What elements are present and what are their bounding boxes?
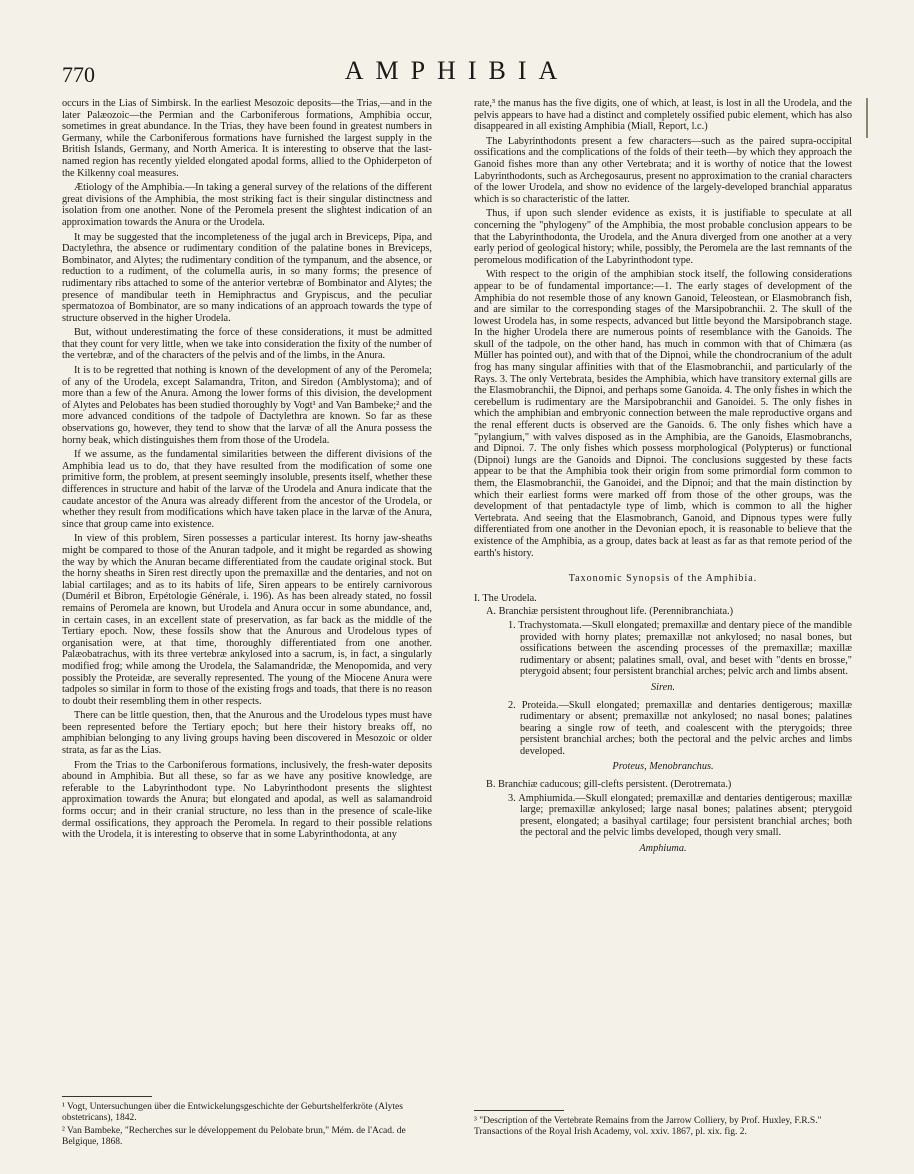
paragraph: Thus, if upon such slender evidence as exists, it is justifiable to speculate at all concerning the "phylogeny" of the Amphibia, the most probable conclusion appears to be that the Labyrinthodonta, the Urodela, and the Anura diverged from one another at a very early period of geological history; while, possibly, the Peromela are the last remnants of the peromelous modification of the Labyrinthodont type. xyxy=(474,208,852,266)
paragraph: It may be suggested that the incompleteness of the jugal arch in Breviceps, Pipa, and Dactylethra, the absence or rudimentary condition of the palatine bones in Breviceps, Bombinator, and Alytes; the rudimentary condition of the tympanum, and the absence, or reduction to a rudiment, of the columella auris, in so many forms; the presence of rudimentary ribs attached to some of the anterior vertebræ of Bombinator and Alytes; the presence of mandibular teeth in Hemiphractus and Grypiscus, and the peculiar spermatozoa of Bombinator, are so many indications of an approach towards the type of structure observed in the higher Urodela. xyxy=(62,231,432,324)
synopsis-title: Taxonomic Synopsis of the Amphibia. xyxy=(568,573,758,585)
paragraph: But, without underestimating the force of these considerations, it must be admitted that they count for very little, when we take into consideration the fixity of the number of the vertebræ, and of the characters of the pelvis and of the limbs, in the Anura. xyxy=(62,327,432,362)
page-number: 770 xyxy=(62,62,95,87)
synopsis-genus: Amphiuma. xyxy=(639,843,687,855)
synopsis-order: I. The Urodela. xyxy=(474,592,537,604)
synopsis-section-a: A. Branchiæ persistent throughout life. (Perennibranchiata.) xyxy=(486,606,734,618)
paragraph: The Labyrinthodonts present a few characters—such as the paired supra-occipital ossifications and the complications of the folds of their teeth—by which they approach the Ganoid fishes more than any other Vertebrata; and it is worthy of notice that the lowest Labyrinthodonts, such as Archegosaurus, present no approximation to the cranial characters of the lower Urodela, and show no evidence of the largely-developed branchial apparatus which is so characteristic of the latter. xyxy=(474,135,853,205)
synopsis-genus: Siren. xyxy=(651,681,675,693)
footnote: ¹ Vogt, Untersuchungen über die Entwickelungsgeschichte der Geburtshelferkröte (Alytes obstetricans), 1842. xyxy=(62,1102,403,1123)
footnote: ³ "Description of the Vertebrate Remains from the Jarrow Colliery, by Prof. Huxley, F.R.S." Transactions of the Royal Irish Academy, vol. xxiv. 1867, pl. xix. fig. 2. xyxy=(474,1116,822,1137)
paragraph: occurs in the Lias of Simbirsk. In the earliest Mesozoic deposits—the Trias,—and in the later Palæozoic—the Permian and the Carboniferous formations, Amphibia occur, sometimes in great abundance. In the Trias, they have been found in greatest numbers in Germany, while the Carboniferous formations have furnished the largest supply in the British Islands, Germany, and North America. It is interesting to observe that the last-named region has recently yielded elongated apodal forms, allied to the Ophiderpeton of the Kilkenny coal measures. xyxy=(62,98,432,179)
paragraph: With respect to the origin of the amphibian stock itself, the following considerations appear to be of fundamental importance:—1. The early stages of development of the Amphibia do not resemble those of any known Ganoid, Teleostean, or Elasmobranch fish, and are similar to the corresponding stages of the Marsipobranchii. 2. The skull of the lowest Urodela has, in some respects, advanced but little beyond the Marsipobranch stage. In the higher Urodela there are numerous points of resemblance with the Ganoids. The skull of the tadpole, on the other hand, has much in common with that of Chimæra (as Müller has pointed out), and with that of the Dipnoi, while the chondrocranium of the adult frog has many singular affinities with that of the Elasmobranchii, and particularly of the Rays. 3. The only Vertebrata, besides the Amphibia, which have transitory external gills are the Elasmobranchii, the Dipnoi, and perhaps some Ganoida. 4. The only fishes in which the cerebellum is rudimentary are the Marsipobranchii and Ganoidei. 5. The only fishes in which the amphibian and embryonic connection between the male reproductive organs and the renal efferent ducts is observed are the Ganoids. 6. The only fishes which have a "pylangium," with valves disposed as in the Amphibia, are the Ganoids, Elasmobranchs, and Dipnoi. 7. The only fishes which possess morphological (Polypterus) or functional (Dipnoi) lungs are the Ganoids and Dipnoi. The conclusions suggested by these facts appear to be that the Amphibia took their origin from some primordial form common to them, the Elasmobranchii, the Ganoidei, and the Dipnoi; and that the main distinction by which their earliest forms were marked off from those of the other groups, was the development of that pentadactyle type of limb, which is common to all the higher Vertebrata. And seeing that the Elasmobranch, Ganoid, and Dipnous types were fully differentiated from one another in the Devonian epoch, it is reasonable to believe that the existence of the Amphibia, as a group, dates back at least as far as that remote period of the earth's history. xyxy=(474,269,852,559)
footnotes-left xyxy=(62,1102,432,1150)
right-column xyxy=(474,98,852,861)
synopsis-item-amphiumida: 3. Amphiumida.—Skull elongated; premaxillæ and dentaries dentigerous; maxillæ large; premaxillæ ankylosed; large nasal bones; palatines absent; pterygoid present, elongated; a basihyal cartilage; four persistent branchial arches; both the pectoral and the pelvic limbs developed, though very small. xyxy=(508,792,852,839)
paragraph: Ætiology of the Amphibia.—In taking a general survey of the relations of the different great divisions of the Amphibia, the most striking fact is their singular distinctness and isolation from one another. None of the Peromela present the slightest indication of an approximation towards the Anura or the Urodela. xyxy=(62,182,432,228)
running-title: AMPHIBIA xyxy=(344,56,570,85)
synopsis-item-trachystomata: 1. Trachystomata.—Skull elongated; premaxillæ and dentary piece of the mandible provided with horny plates; premaxillæ not ankylosed; no nasal bones, but ossifications between the ascending processes of the premaxillæ; maxillæ rudimentary or absent; palatines small, oval, and beset with "dents en brosse," pterygoid absent; four persistent branchial arches; pelvic arch and limbs absent. xyxy=(508,619,852,678)
synopsis-item-proteida: 2. Proteida.—Skull elongated; premaxillæ and dentaries dentigerous; maxillæ rudimentary or absent; premaxillæ not ankylosed; no nasal bones; palatines bearing a single row of teeth, and coalescent with the pterygoids; three persistent branchial arches; both the pectoral and the pelvic arches and limbs developed. xyxy=(508,699,852,757)
paragraph: It is to be regretted that nothing is known of the development of any of the Peromela; of any of the Urodela, except Salamandra, Triton, and Siredon (Amblystoma); and of more than a few of the Anura. Among the lower forms of this division, the development of Alytes and Pelobates has been studied thoroughly by Vogt¹ and Van Bambeke;² and the more advanced conditions of the tadpole of Dactylethra are known. So far as these observations go, however, they tend to show that the larvæ of all the Anura possess the horny beak, which distinguishes them from those of the Urodela. xyxy=(62,365,432,446)
paragraph: In view of this problem, Siren possesses a particular interest. Its horny jaw-sheaths might be compared to those of the Anuran tadpole, and it might be regarded as showing the way by which the Anuran became differentiated from the caudate original stock. But the horny sheaths in Siren rest directly upon the premaxillæ and the dentaries, and not on labial cartilages; and as to its habits of life, Siren appears to be entirely carnivorous (Duméril et Bibron, Erpétologie Générale, i. 196). As has been already stated, no fossil remains of Peromela are known, but Urodela and Anura occur in some abundance, and, in certain cases, in an excellent state of preservation, as far back as the middle of the Tertiary epoch. Now, these fossils show that the Anurous and Urodelous types of organisation were, at that time, thoroughly differentiated from one another. Palæobatrachus, with its three vertebræ ankylosed into a sacrum, is, in fact, a singularly modified frog; while among the Urodela, the Salamandridæ, the Menopomida, and very possibly the Proteidæ, are severally represented. The young of the Miocene Anura were tadpoles so similar in form to those of the existing frogs and toads, that there is no reason to doubt their resembling them in other respects. xyxy=(62,533,432,707)
footnote-rule xyxy=(474,1110,564,1111)
paragraph: rate,³ the manus has the five digits, one of which, at least, is lost in all the Urodela, and the pelvis appears to have had a distinct and completely ossified pubic element, which has also disappeared in all existing Amphibia (Miall, Report, l.c.) xyxy=(474,98,852,133)
footnotes-right xyxy=(474,1116,852,1140)
paragraph: If we assume, as the fundamental similarities between the different divisions of the Amphibia lead us to do, that they have resulted from the modification of some one primitive form, the problem, at present seemingly insoluble, presents itself, whether these differences in structure and habit of the larvæ of the Urodela and Anura indicate that the caudate ancestor of the Anura was already different from the ancestor of the Urodela, or whether they result from modifications which have taken place in the larvæ of the Anura, since that group came into existence. xyxy=(62,449,432,530)
footnote-rule xyxy=(62,1096,152,1097)
footnote: ² Van Bambeke, "Recherches sur le développement du Pelobate brun," Mém. de l'Acad. de Belgique, 1868. xyxy=(62,1126,406,1147)
paragraph: From the Trias to the Carboniferous formations, inclusively, the fresh-water deposits abound in Amphibia. But all these, so far as we have any positive knowledge, are referable to the Labyrinthodont type. No Labyrinthodont presents the slightest approximation towards the Anura; but elongated and apodal, as well as salamandroid forms occur; and in their cranial structure, no less than in the presence of scale-like dermal ossifications, they approach the Peromela. In regard to their possible relations with the Urodela, it is interesting to observe that in some Labyrinthodonta, at any xyxy=(62,759,432,841)
paragraph: There can be little question, then, that the Anurous and the Urodelous types must have been represented before the Tertiary epoch; but here their history breaks off, no amphibian belonging to any living groups having been discovered in Mesozoic or older strata, as far as the Lias. xyxy=(62,710,432,757)
margin-mark xyxy=(866,98,868,138)
left-column xyxy=(62,98,432,844)
synopsis-genus: Proteus, Menobranchus. xyxy=(612,761,714,773)
synopsis-section-b: B. Branchiæ caducous; gill-clefts persistent. (Derotremata.) xyxy=(486,779,732,791)
